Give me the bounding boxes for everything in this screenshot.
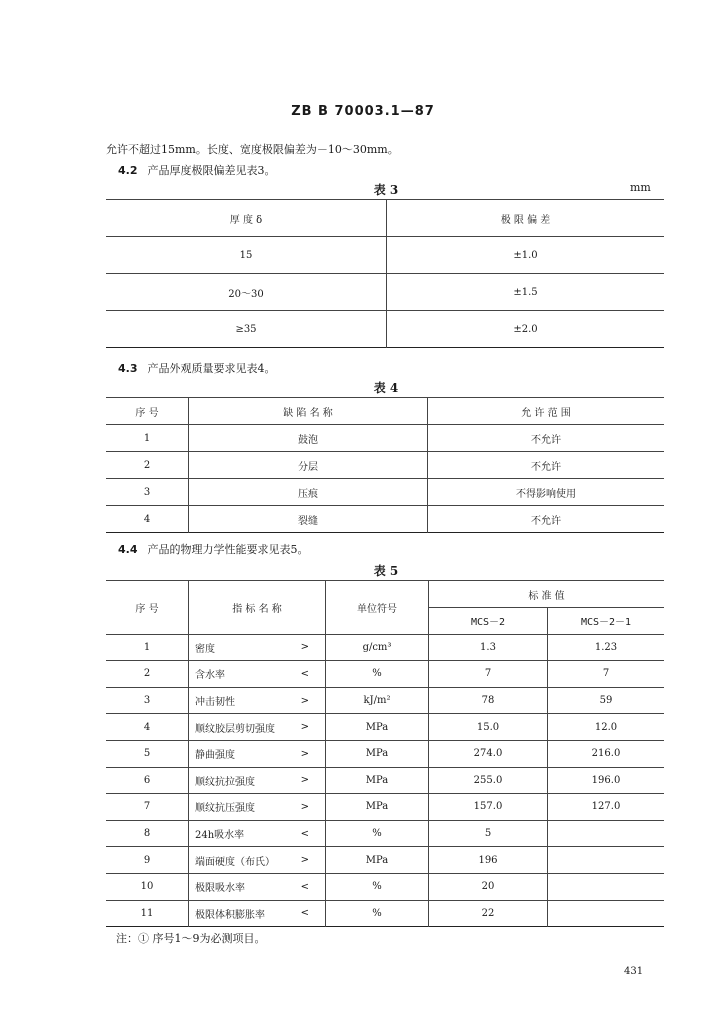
cell-name <box>189 714 326 741</box>
table-header-row <box>106 200 664 237</box>
table-row <box>106 900 664 927</box>
cell-name <box>189 740 326 767</box>
cell-seq: 2 <box>106 452 189 479</box>
cell-seq: 4 <box>106 506 189 533</box>
table-row <box>106 506 664 533</box>
cell-name <box>189 794 326 821</box>
comparison-symbol: < <box>300 881 309 893</box>
table-row <box>106 661 664 688</box>
table-row <box>106 237 664 274</box>
header-mcs-2: MCS－2 <box>429 608 548 635</box>
table-row <box>106 794 664 821</box>
table-row <box>106 687 664 714</box>
section-number: 4.3 <box>118 362 138 375</box>
cell-seq: 6 <box>106 767 189 794</box>
table-row <box>106 479 664 506</box>
cell-seq: 1 <box>106 634 189 661</box>
table-row <box>106 425 664 452</box>
table-3 <box>106 199 664 348</box>
section-text: 产品厚度极限偏差见表3。 <box>147 164 276 177</box>
table4-caption: 表 4 <box>373 381 399 395</box>
cell-unit: kJ/m² <box>326 687 429 714</box>
section-4-4 <box>118 541 309 557</box>
table-row <box>106 767 664 794</box>
cell-seq: 9 <box>106 847 189 874</box>
cell-deviation: ±2.0 <box>387 311 665 348</box>
header-mcs-2-1: MCS－2－1 <box>548 608 665 635</box>
intro-line: 允许不超过15mm。长度、宽度极限偏差为－10～30mm。 <box>106 143 399 156</box>
cell-mcs-2: 274.0 <box>429 740 548 767</box>
cell-unit: % <box>326 661 429 688</box>
cell-seq: 11 <box>106 900 189 927</box>
indicator-name: 含水率 <box>195 670 225 682</box>
cell-mcs-2-1: 196.0 <box>548 767 665 794</box>
cell-unit: MPa <box>326 794 429 821</box>
comparison-symbol: < <box>300 668 309 680</box>
comparison-symbol: > <box>300 721 309 733</box>
cell-seq: 10 <box>106 873 189 900</box>
cell-seq: 5 <box>106 740 189 767</box>
table-5 <box>106 580 664 927</box>
cell-mcs-2: 5 <box>429 820 548 847</box>
cell-unit: MPa <box>326 767 429 794</box>
indicator-name: 冲击韧性 <box>195 697 235 709</box>
cell-mcs-2: 255.0 <box>429 767 548 794</box>
table-row <box>106 714 664 741</box>
cell-seq: 1 <box>106 425 189 452</box>
cell-mcs-2: 15.0 <box>429 714 548 741</box>
cell-unit: % <box>326 820 429 847</box>
cell-seq: 3 <box>106 479 189 506</box>
cell-unit: % <box>326 873 429 900</box>
table3-unit: mm <box>630 181 651 194</box>
cell-mcs-2: 157.0 <box>429 794 548 821</box>
cell-mcs-2: 1.3 <box>429 634 548 661</box>
section-4-3 <box>118 360 276 376</box>
cell-mcs-2-1: 7 <box>548 661 665 688</box>
header-defect: 缺 陷 名 称 <box>189 398 428 425</box>
table5-body <box>106 634 664 927</box>
table-row <box>106 311 664 348</box>
header-name: 指 标 名 称 <box>189 581 326 635</box>
cell-name <box>189 687 326 714</box>
table-row <box>106 873 664 900</box>
cell-thickness: 20～30 <box>106 274 387 311</box>
cell-mcs-2: 78 <box>429 687 548 714</box>
cell-allowance: 不允许 <box>428 506 665 533</box>
indicator-name: 极限吸水率 <box>195 883 245 895</box>
table-header-row <box>106 398 664 425</box>
cell-mcs-2-1: 12.0 <box>548 714 665 741</box>
header-unit: 单位符号 <box>326 581 429 635</box>
section-number: 4.4 <box>118 543 138 556</box>
cell-deviation: ±1.5 <box>387 274 665 311</box>
cell-mcs-2-1: 1.23 <box>548 634 665 661</box>
section-4-2 <box>118 162 276 178</box>
document-header: ZB B 70003.1—87 <box>291 104 435 119</box>
indicator-name: 极限体积膨胀率 <box>195 909 265 921</box>
comparison-symbol: < <box>300 907 309 919</box>
table3-caption: 表 3 <box>373 183 399 197</box>
cell-name <box>189 900 326 927</box>
cell-mcs-2-1: 59 <box>548 687 665 714</box>
cell-seq: 4 <box>106 714 189 741</box>
cell-deviation: ±1.0 <box>387 237 665 274</box>
indicator-name: 静曲强度 <box>195 750 235 762</box>
table-row <box>106 820 664 847</box>
comparison-symbol: > <box>300 695 309 707</box>
comparison-symbol: > <box>300 748 309 760</box>
table-4 <box>106 397 664 533</box>
cell-defect: 鼓泡 <box>189 425 428 452</box>
table-row <box>106 847 664 874</box>
cell-unit: MPa <box>326 847 429 874</box>
cell-mcs-2: 22 <box>429 900 548 927</box>
cell-mcs-2: 7 <box>429 661 548 688</box>
cell-allowance: 不允许 <box>428 452 665 479</box>
table-header-row <box>106 581 664 608</box>
header-seq: 序 号 <box>106 398 189 425</box>
cell-mcs-2-1 <box>548 847 665 874</box>
header-deviation: 极 限 偏 差 <box>387 200 665 237</box>
comparison-symbol: > <box>300 774 309 786</box>
header-allowance: 允 许 范 围 <box>428 398 665 425</box>
table-row <box>106 634 664 661</box>
table5-caption: 表 5 <box>373 564 399 578</box>
comparison-symbol: < <box>300 828 309 840</box>
cell-allowance: 不得影响使用 <box>428 479 665 506</box>
section-number: 4.2 <box>118 164 138 177</box>
cell-seq: 3 <box>106 687 189 714</box>
indicator-name: 顺纹抗压强度 <box>195 803 255 815</box>
cell-mcs-2-1 <box>548 873 665 900</box>
cell-thickness: 15 <box>106 237 387 274</box>
cell-name <box>189 767 326 794</box>
indicator-name: 端面硬度（布氏） <box>195 856 275 868</box>
cell-name <box>189 873 326 900</box>
cell-unit: g/cm³ <box>326 634 429 661</box>
cell-name <box>189 634 326 661</box>
cell-defect: 压痕 <box>189 479 428 506</box>
cell-defect: 裂缝 <box>189 506 428 533</box>
cell-mcs-2: 196 <box>429 847 548 874</box>
table-row <box>106 740 664 767</box>
cell-name <box>189 661 326 688</box>
cell-mcs-2: 20 <box>429 873 548 900</box>
section-text: 产品的物理力学性能要求见表5。 <box>147 543 309 556</box>
cell-seq: 2 <box>106 661 189 688</box>
comparison-symbol: > <box>300 641 309 653</box>
cell-allowance: 不允许 <box>428 425 665 452</box>
page-number: 431 <box>624 966 644 977</box>
cell-unit: MPa <box>326 740 429 767</box>
indicator-name: 顺纹胶层剪切强度 <box>195 723 275 735</box>
cell-mcs-2-1: 216.0 <box>548 740 665 767</box>
indicator-name: 顺纹抗拉强度 <box>195 776 255 788</box>
cell-name <box>189 847 326 874</box>
comparison-symbol: > <box>300 854 309 866</box>
indicator-name: 24h吸水率 <box>195 830 245 842</box>
header-seq: 序 号 <box>106 581 189 635</box>
table-note: 注：① 序号1～9为必测项目。 <box>116 932 266 945</box>
section-text: 产品外观质量要求见表4。 <box>147 362 276 375</box>
header-thickness: 厚 度 δ <box>106 200 387 237</box>
cell-mcs-2-1 <box>548 900 665 927</box>
cell-unit: MPa <box>326 714 429 741</box>
cell-seq: 8 <box>106 820 189 847</box>
cell-seq: 7 <box>106 794 189 821</box>
cell-mcs-2-1 <box>548 820 665 847</box>
table-row <box>106 274 664 311</box>
cell-mcs-2-1: 127.0 <box>548 794 665 821</box>
header-standard-value: 标 准 值 <box>429 581 665 608</box>
indicator-name: 密度 <box>195 643 215 655</box>
cell-name <box>189 820 326 847</box>
table-row <box>106 452 664 479</box>
cell-unit: % <box>326 900 429 927</box>
comparison-symbol: > <box>300 801 309 813</box>
cell-thickness: ≥35 <box>106 311 387 348</box>
cell-defect: 分层 <box>189 452 428 479</box>
